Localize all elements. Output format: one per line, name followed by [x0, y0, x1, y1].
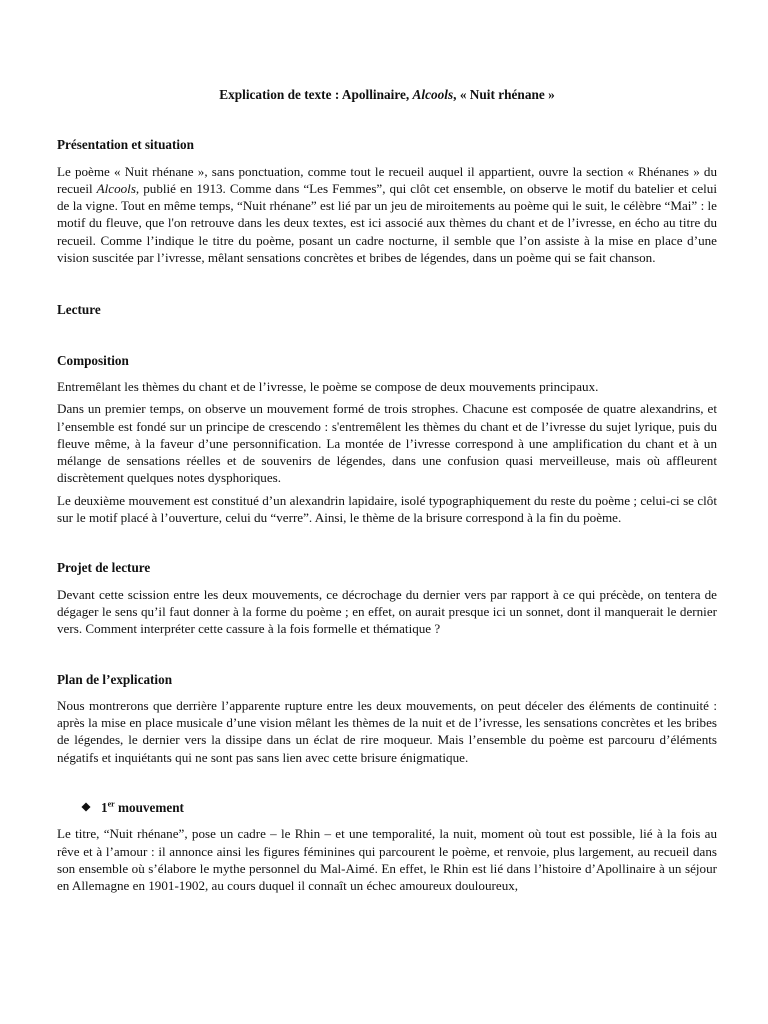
- heading-plan: Plan de l’explication: [57, 671, 173, 687]
- paragraph-projet: Devant cette scission entre les deux mouvements, ce décrochage du dernier vers par rapport à ce qui précède, on tentera de dégager le sens qu’il faut donner à la forme du poème ; en effet, on aurait presque ici un sonnet, dont il manquerait le dernier vers. Comment interpréter cette cassure à la fois formelle et thématique ?: [57, 586, 717, 637]
- movement-1-heading: [82, 799, 717, 816]
- title-italic-work: Alcools: [412, 87, 454, 102]
- presentation-text-b: publié en 1913. Comme dans “Les Femmes”, qui clôt cet ensemble, on observe le motif du batelier et celui de la vigne. Tout en même temps, “Nuit rhénane” est lié par un jeu de miroitements au poème qui le suit, le célèbre “Mai” : le motif du fleuve, que l'on retrouve dans les deux textes, est ici associé aux thèmes du chant et de l’ivresse, en écho au titre du recueil. Comme l’indique le titre du poème, posant un cadre nocturne, il semble que l’on assiste à la mise en place d’une vision suscitée par l’ivresse, mêlant sensations concrètes et bribes de légendes, dans un poème qui se fait chanson.: [57, 180, 717, 266]
- movement-label: mouvement: [114, 800, 184, 816]
- heading-projet: Projet de lecture: [57, 560, 151, 576]
- heading-presentation: Présentation et situation: [57, 137, 194, 153]
- paragraph-presentation: [57, 163, 717, 267]
- paragraph-composition-1: Entremêlant les thèmes du chant et de l’ivresse, le poème se compose de deux mouvements principaux.: [57, 378, 599, 394]
- presentation-text-a: Le poème « Nuit rhénane », sans ponctuation, comme tout le recueil auquel il appartient, ouvre la section « Rhénanes » du recueil: [57, 163, 717, 196]
- title-prefix: Explication de texte : Apollinaire,: [219, 87, 413, 102]
- movement-superscript: er: [107, 799, 115, 809]
- diamond-bullet-icon: [81, 802, 90, 811]
- movement-number: 1: [101, 800, 108, 816]
- paragraph-composition-3: Le deuxième mouvement est constitué d’un alexandrin lapidaire, isolé typographiquement du reste du poème ; celui-ci se clôt sur le motif placé à l’ouverture, celui du “verre”. Ainsi, le thème de la brisure correspond à la fin du poème.: [57, 492, 717, 526]
- document-title: [57, 86, 717, 103]
- heading-lecture: Lecture: [57, 302, 101, 318]
- paragraph-plan: Nous montrerons que derrière l’apparente rupture entre les deux mouvements, on peut déceler des éléments de continuité : après la mise en place musicale d’une vision mêlant les thèmes de la nuit et de l’ivresse, les sensations concrètes et les bribes de légendes, le dernier vers la dissipe dans un éclat de rire moqueur. Mais l’ensemble du poème est parcouru d’éléments négatifs et inquiétants qui ne sont pas sans lien avec cette brisure énigmatique.: [57, 697, 717, 765]
- paragraph-movement-1: Le titre, “Nuit rhénane”, pose un cadre – le Rhin – et une temporalité, la nuit, moment où tout est possible, lié à la fois au rêve et à l’amour : il annonce ainsi les figures féminines qui parcourent le poème, et renvoie, plus largement, au recueil dans son ensemble où s’élabore le mythe personnel du Mal-Aimé. En effet, le Rhin est lié dans l’histoire d’Apollinaire à un séjour en Allemagne en 1901-1902, au cours duquel il connaît un échec amoureux douloureux,: [57, 826, 717, 894]
- presentation-italic: Alcools,: [96, 180, 140, 196]
- title-suffix: , « Nuit rhénane »: [453, 87, 555, 102]
- document-page: [57, 86, 717, 895]
- paragraph-composition-2: Dans un premier temps, on observe un mouvement formé de trois strophes. Chacune est composée de quatre alexandrins, et l’ensemble est fondé sur un principe de crescendo : s'entremêlent les thèmes du chant et de l’ivresse du sujet lyrique, puis du fleuve même, à la faveur d’une personnification. La montée de l’ivresse correspond à une amplification du chant et à un mélange de sensations réelles et de souvenirs de légendes, dans une confusion quasi merveilleuse, mais où affleurent discrètement quelques notes dysphoriques.: [57, 401, 717, 486]
- movement-1-title: [101, 799, 184, 816]
- heading-composition: Composition: [57, 352, 129, 368]
